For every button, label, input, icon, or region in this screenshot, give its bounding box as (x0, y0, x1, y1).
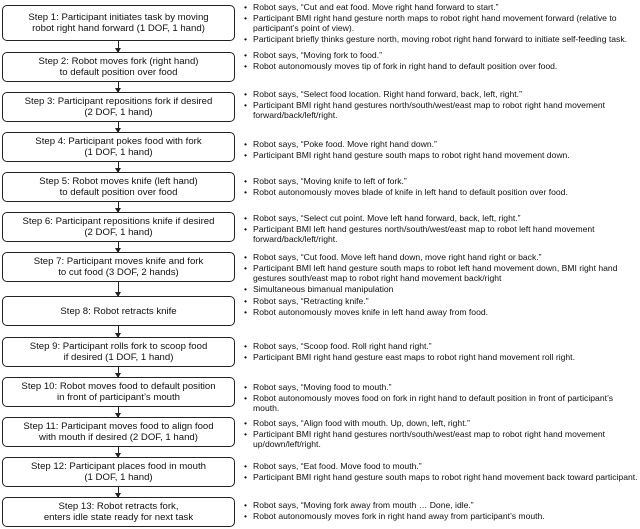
note-item: • Robot says, “Moving knife to left of fork.” (244, 176, 638, 187)
step-label-line: Step 2: Robot moves fork (right hand) (38, 56, 199, 67)
step-box-10 (2, 377, 235, 407)
note-item: • Robot says, “Select cut point. Move left hand forward, back, left, right.” (244, 213, 638, 224)
arrow-down-icon (118, 447, 119, 457)
step-label-line: Step 9: Participant rolls fork to scoop food (29, 341, 208, 352)
step-label-line: to cut food (3 DOF, 2 hands) (58, 267, 179, 278)
step-label-line: enters idle state ready for next task (43, 512, 194, 523)
step-box-5 (2, 172, 235, 202)
arrow-down-icon (118, 282, 119, 296)
arrow-down-icon (118, 326, 119, 337)
step-label-line: robot right hand forward (1 DOF, 1 hand) (32, 23, 205, 34)
step-notes-8 (244, 296, 638, 317)
step-notes-9 (244, 341, 638, 362)
step-label-line: (1 DOF, 1 hand) (84, 472, 153, 483)
step-label-line: Step 6: Participant repositions knife if desired (22, 216, 215, 227)
note-item: • Participant briefly thinks gesture north, moving robot right hand forward to initiate self-feeding task. (244, 34, 638, 45)
step-box-6 (2, 212, 235, 242)
step-notes-13 (244, 500, 638, 521)
arrow-down-icon (118, 367, 119, 377)
step-label-line: (2 DOF, 1 hand) (84, 227, 153, 238)
step-label-line: in front of participant’s mouth (56, 392, 180, 403)
note-item: • Robot says, “Moving fork away from mouth … Done, idle.” (244, 500, 638, 511)
step-label-line: with mouth if desired (2 DOF, 1 hand) (39, 432, 198, 443)
note-item: • Participant BMI right hand gesture east maps to robot right hand movement roll right. (244, 352, 638, 363)
note-item: • Robot autonomously moves blade of knife in left hand to default position over food. (244, 187, 638, 198)
note-item: • Participant BMI left hand gestures north/south/west/east map to robot left hand movement forward/back/left/right. (244, 224, 638, 245)
step-notes-7 (244, 252, 638, 294)
step-label-line: Step 12: Participant places food in mouth (31, 461, 206, 472)
arrow-down-icon (118, 122, 119, 132)
step-label-line: Step 10: Robot moves food to default position (21, 381, 216, 392)
note-item: • Robot says, “Scoop food. Roll right hand right.” (244, 341, 638, 352)
note-item: • Robot says, “Select food location. Right hand forward, back, left, right.” (244, 89, 638, 100)
step-label-line: Step 3: Participant repositions fork if desired (24, 96, 213, 107)
step-notes-10 (244, 382, 638, 414)
step-notes-11 (244, 418, 638, 450)
step-notes-12 (244, 461, 638, 482)
note-item: • Robot says, “Poke food. Move right hand down.” (244, 139, 638, 150)
note-item: • Participant BMI right hand gestures north/south/west/east map to robot right hand movement up/down/left/right. (244, 429, 638, 450)
note-item: • Participant BMI right hand gesture north maps to robot right hand movement forward (relative to participant’s point of view). (244, 13, 638, 34)
step-label-line: Step 8: Robot retracts knife (60, 305, 177, 317)
arrow-down-icon (118, 41, 119, 52)
note-item: • Robot autonomously moves fork in right hand away from participant’s mouth. (244, 511, 638, 522)
note-item: • Robot says, “Cut food. Move left hand down, move right hand right or back.” (244, 252, 638, 263)
note-item: • Participant BMI right hand gesture south maps to robot right hand movement back toward participant. (244, 472, 638, 483)
step-box-12 (2, 457, 235, 487)
step-label-line: (2 DOF, 1 hand) (84, 107, 153, 118)
note-item: • Robot autonomously moves tip of fork in right hand to default position over food. (244, 61, 638, 72)
step-notes-5 (244, 176, 638, 197)
step-label-line: to default position over food (59, 187, 178, 198)
step-notes-6 (244, 213, 638, 245)
note-item: • Participant BMI left hand gesture south maps to robot left hand movement down, BMI right hand gestures south/east map to robot right hand movement back/right (244, 263, 638, 284)
step-label-line: (1 DOF, 1 hand) (84, 147, 153, 158)
step-label-line: to default position over food (59, 67, 178, 78)
step-label-line: Step 13: Robot retracts fork, (58, 501, 179, 512)
step-box-11 (2, 417, 235, 447)
step-box-1 (2, 5, 235, 41)
note-item: • Robot says, “Moving fork to food.” (244, 50, 638, 61)
arrow-down-icon (118, 487, 119, 497)
step-box-9 (2, 337, 235, 367)
arrow-down-icon (118, 407, 119, 417)
step-label-line: if desired (1 DOF, 1 hand) (63, 352, 174, 363)
step-label-line: Step 5: Robot moves knife (left hand) (39, 176, 198, 187)
note-item: • Robot says, “Retracting knife.” (244, 296, 638, 307)
note-item: • Robot says, “Eat food. Move food to mouth.” (244, 461, 638, 472)
step-notes-3 (244, 89, 638, 121)
step-label-line: Step 4: Participant pokes food with fork (35, 136, 202, 147)
note-item: • Participant BMI right hand gestures north/south/west/east map to robot right hand movement forward/back/left/right. (244, 100, 638, 121)
note-item: • Simultaneous bimanual manipulation (244, 284, 638, 295)
note-item: • Robot autonomously moves food on fork in right hand to default position in front of participant’s mouth. (244, 393, 638, 414)
step-box-8 (2, 296, 235, 326)
note-item: • Robot says, “Moving food to mouth.” (244, 382, 638, 393)
note-item: • Robot says, “Cut and eat food. Move right hand forward to start.” (244, 2, 638, 13)
step-label-line: Step 11: Participant moves food to align food (23, 421, 214, 432)
arrow-down-icon (118, 202, 119, 212)
note-item: • Participant BMI right hand gesture south maps to robot right hand movement down. (244, 150, 638, 161)
step-box-3 (2, 92, 235, 122)
step-box-2 (2, 52, 235, 82)
step-notes-2 (244, 50, 638, 71)
arrow-down-icon (118, 242, 119, 252)
step-label-line: Step 1: Participant initiates task by moving (28, 12, 209, 23)
arrow-down-icon (118, 162, 119, 172)
step-box-13 (2, 497, 235, 527)
arrow-down-icon (118, 82, 119, 92)
step-notes-1 (244, 2, 638, 44)
note-item: • Robot says, “Align food with mouth. Up, down, left, right.” (244, 418, 638, 429)
step-box-4 (2, 132, 235, 162)
note-item: • Robot autonomously moves knife in left hand away from food. (244, 307, 638, 318)
step-notes-4 (244, 139, 638, 160)
step-box-7 (2, 252, 235, 282)
step-label-line: Step 7: Participant moves knife and fork (33, 256, 204, 267)
